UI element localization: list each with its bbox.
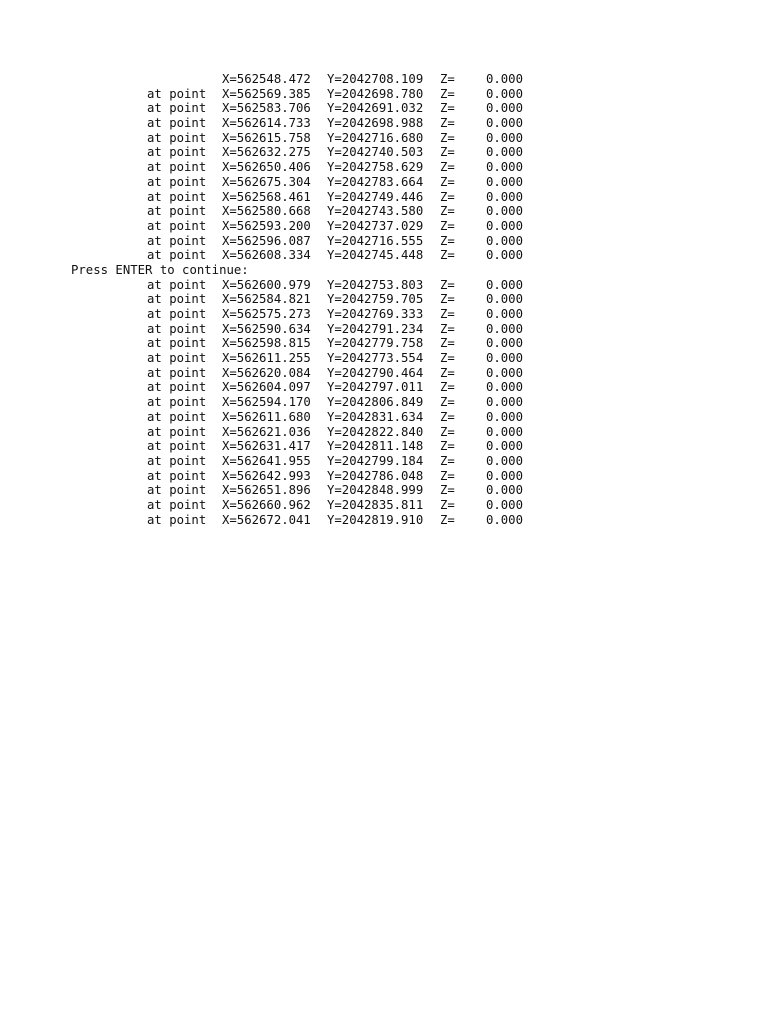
- y-coordinate: Y=2042759.705: [327, 292, 424, 307]
- z-label: Z=: [440, 160, 455, 175]
- at-point-label: at point: [147, 351, 207, 366]
- z-label: Z=: [440, 189, 455, 204]
- point-row: [71, 204, 523, 219]
- z-label: Z=: [440, 307, 455, 321]
- z-value: 0.000: [485, 277, 523, 292]
- console-output: [71, 72, 523, 527]
- x-coordinate: X=562568.461: [222, 189, 311, 204]
- prefix: [71, 336, 222, 351]
- y-coordinate: Y=2042698.988: [327, 116, 424, 131]
- x-coordinate: X=562672.041: [222, 512, 311, 527]
- at-point-label: at point: [147, 512, 207, 527]
- z-label: Z=: [440, 468, 455, 483]
- y-coordinate: Y=2042769.333: [327, 307, 424, 321]
- prefix: [71, 190, 222, 205]
- y-coordinate: Y=2042822.840: [327, 424, 424, 439]
- z-value: 0.000: [485, 174, 523, 189]
- at-point-label: at point: [147, 86, 207, 101]
- at-point-label: at point: [147, 277, 207, 292]
- point-row: [71, 131, 523, 146]
- z-label: Z=: [440, 204, 455, 219]
- continue-prompt: Press ENTER to continue:: [71, 262, 249, 277]
- x-coordinate: X=562583.706: [222, 101, 311, 116]
- z-value: 0.000: [485, 160, 523, 175]
- at-point-label: at point: [147, 130, 207, 145]
- point-row: [71, 248, 523, 263]
- x-coordinate: X=562569.385: [222, 86, 311, 101]
- point-row: [71, 219, 523, 234]
- at-point-label: at point: [147, 160, 207, 175]
- z-value: 0.000: [485, 116, 523, 131]
- point-row: [71, 454, 523, 469]
- y-coordinate: Y=2042819.910: [327, 512, 424, 527]
- x-coordinate: X=562631.417: [222, 439, 311, 454]
- point-row: [71, 101, 523, 116]
- y-coordinate: Y=2042737.029: [327, 218, 424, 233]
- z-value: 0.000: [485, 497, 523, 512]
- y-coordinate: Y=2042806.849: [327, 395, 424, 410]
- x-coordinate: X=562593.200: [222, 218, 311, 233]
- prefix: [71, 87, 222, 102]
- z-label: Z=: [440, 409, 455, 424]
- prefix: [71, 101, 222, 116]
- z-value: 0.000: [485, 512, 523, 527]
- z-value: 0.000: [485, 307, 523, 321]
- prefix: [71, 322, 222, 337]
- at-point-label: at point: [147, 189, 207, 204]
- x-coordinate: X=562600.979: [222, 277, 311, 292]
- point-row: [71, 278, 523, 293]
- x-coordinate: X=562641.955: [222, 453, 311, 468]
- prefix: [71, 219, 222, 234]
- prefix: [71, 204, 222, 219]
- z-value: 0.000: [485, 321, 523, 336]
- x-coordinate: X=562611.255: [222, 351, 311, 366]
- z-value: 0.000: [485, 218, 523, 233]
- x-coordinate: X=562615.758: [222, 130, 311, 145]
- y-coordinate: Y=2042790.464: [327, 365, 424, 380]
- y-coordinate: Y=2042743.580: [327, 204, 424, 219]
- z-label: Z=: [440, 453, 455, 468]
- at-point-label: at point: [147, 218, 207, 233]
- at-point-label: at point: [147, 395, 207, 410]
- z-value: 0.000: [485, 365, 523, 380]
- z-label: Z=: [440, 101, 455, 116]
- x-coordinate: X=562604.097: [222, 380, 311, 395]
- point-row: [71, 380, 523, 395]
- z-label: Z=: [440, 439, 455, 454]
- at-point-label: at point: [147, 292, 207, 307]
- y-coordinate: Y=2042797.011: [327, 380, 424, 395]
- x-coordinate: X=562598.815: [222, 336, 311, 351]
- prefix: [71, 234, 222, 249]
- prefix: [71, 248, 222, 263]
- z-label: Z=: [440, 395, 455, 410]
- z-value: 0.000: [485, 145, 523, 160]
- z-label: Z=: [440, 277, 455, 292]
- y-coordinate: Y=2042716.555: [327, 233, 424, 248]
- z-value: 0.000: [485, 351, 523, 366]
- x-coordinate: X=562575.273: [222, 307, 311, 321]
- z-label: Z=: [440, 116, 455, 131]
- prefix: [71, 116, 222, 131]
- x-coordinate: X=562590.634: [222, 321, 311, 336]
- x-coordinate: X=562651.896: [222, 483, 311, 498]
- at-point-label: at point: [147, 409, 207, 424]
- point-row: [71, 483, 523, 498]
- at-point-label: at point: [147, 483, 207, 498]
- prefix: [71, 160, 222, 175]
- z-label: Z=: [440, 380, 455, 395]
- at-point-label: at point: [147, 424, 207, 439]
- point-row: [71, 145, 523, 160]
- x-coordinate: X=562608.334: [222, 248, 311, 263]
- z-label: Z=: [440, 336, 455, 351]
- y-coordinate: Y=2042799.184: [327, 453, 424, 468]
- z-value: 0.000: [485, 453, 523, 468]
- z-value: 0.000: [485, 86, 523, 101]
- z-label: Z=: [440, 248, 455, 263]
- at-point-label: at point: [147, 468, 207, 483]
- z-value: 0.000: [485, 130, 523, 145]
- y-coordinate: Y=2042783.664: [327, 174, 424, 189]
- prefix: [71, 292, 222, 307]
- z-label: Z=: [440, 483, 455, 498]
- z-value: 0.000: [485, 72, 523, 86]
- point-row: [71, 513, 523, 528]
- z-label: Z=: [440, 424, 455, 439]
- z-value: 0.000: [485, 189, 523, 204]
- y-coordinate: Y=2042773.554: [327, 351, 424, 366]
- x-coordinate: X=562611.680: [222, 409, 311, 424]
- z-value: 0.000: [485, 292, 523, 307]
- y-coordinate: Y=2042708.109: [327, 72, 424, 86]
- point-row: [71, 87, 523, 102]
- prefix: [71, 278, 222, 293]
- x-coordinate: X=562594.170: [222, 395, 311, 410]
- at-point-label: at point: [147, 380, 207, 395]
- y-coordinate: Y=2042848.999: [327, 483, 424, 498]
- point-row: [71, 116, 523, 131]
- z-value: 0.000: [485, 483, 523, 498]
- point-row: [71, 234, 523, 249]
- x-coordinate: X=562584.821: [222, 292, 311, 307]
- point-row: [71, 366, 523, 381]
- x-coordinate: X=562675.304: [222, 174, 311, 189]
- y-coordinate: Y=2042749.446: [327, 189, 424, 204]
- at-point-label: at point: [147, 497, 207, 512]
- point-row: [71, 175, 523, 190]
- prefix: [71, 351, 222, 366]
- z-value: 0.000: [485, 204, 523, 219]
- prefix: [71, 483, 222, 498]
- x-coordinate: X=562650.406: [222, 160, 311, 175]
- point-row: [71, 410, 523, 425]
- y-coordinate: Y=2042835.811: [327, 497, 424, 512]
- point-row: [71, 72, 523, 87]
- point-row: [71, 190, 523, 205]
- x-coordinate: X=562621.036: [222, 424, 311, 439]
- point-row: [71, 292, 523, 307]
- point-row: [71, 425, 523, 440]
- at-point-label: at point: [147, 116, 207, 131]
- y-coordinate: Y=2042831.634: [327, 409, 424, 424]
- z-value: 0.000: [485, 409, 523, 424]
- z-value: 0.000: [485, 424, 523, 439]
- prefix: [71, 72, 222, 87]
- x-coordinate: X=562614.733: [222, 116, 311, 131]
- at-point-label: at point: [147, 101, 207, 116]
- point-row: [71, 439, 523, 454]
- point-row: [71, 160, 523, 175]
- z-label: Z=: [440, 497, 455, 512]
- prefix: [71, 498, 222, 513]
- at-point-label: at point: [147, 233, 207, 248]
- z-value: 0.000: [485, 336, 523, 351]
- point-row: [71, 469, 523, 484]
- y-coordinate: Y=2042691.032: [327, 101, 424, 116]
- prefix: [71, 425, 222, 440]
- prefix: [71, 395, 222, 410]
- x-coordinate: X=562548.472: [222, 72, 311, 86]
- prefix: [71, 131, 222, 146]
- point-row: [71, 498, 523, 513]
- at-point-label: at point: [147, 365, 207, 380]
- z-label: Z=: [440, 233, 455, 248]
- x-coordinate: X=562580.668: [222, 204, 311, 219]
- z-label: Z=: [440, 351, 455, 366]
- prefix: [71, 469, 222, 484]
- at-point-label: at point: [147, 336, 207, 351]
- prefix: [71, 439, 222, 454]
- z-label: Z=: [440, 365, 455, 380]
- point-row: [71, 351, 523, 366]
- prefix: [71, 145, 222, 160]
- prefix: [71, 454, 222, 469]
- z-value: 0.000: [485, 468, 523, 483]
- x-coordinate: X=562620.084: [222, 365, 311, 380]
- point-row: [71, 322, 523, 337]
- z-label: Z=: [440, 218, 455, 233]
- y-coordinate: Y=2042758.629: [327, 160, 424, 175]
- z-value: 0.000: [485, 380, 523, 395]
- x-coordinate: X=562596.087: [222, 233, 311, 248]
- z-label: Z=: [440, 145, 455, 160]
- z-label: Z=: [440, 512, 455, 527]
- z-label: Z=: [440, 321, 455, 336]
- x-coordinate: X=562632.275: [222, 145, 311, 160]
- at-point-label: at point: [147, 439, 207, 454]
- z-label: Z=: [440, 86, 455, 101]
- y-coordinate: Y=2042753.803: [327, 277, 424, 292]
- z-value: 0.000: [485, 395, 523, 410]
- at-point-label: at point: [147, 145, 207, 160]
- prefix: [71, 410, 222, 425]
- y-coordinate: Y=2042740.503: [327, 145, 424, 160]
- y-coordinate: Y=2042716.680: [327, 130, 424, 145]
- at-point-label: at point: [147, 307, 207, 321]
- z-label: Z=: [440, 174, 455, 189]
- point-row: [71, 307, 523, 322]
- at-point-label: at point: [147, 204, 207, 219]
- z-label: Z=: [440, 72, 455, 86]
- prefix: [71, 513, 222, 528]
- point-row: [71, 395, 523, 410]
- prefix: [71, 175, 222, 190]
- at-point-label: at point: [147, 453, 207, 468]
- z-value: 0.000: [485, 233, 523, 248]
- y-coordinate: Y=2042745.448: [327, 248, 424, 263]
- z-label: Z=: [440, 292, 455, 307]
- at-point-label: at point: [147, 321, 207, 336]
- y-coordinate: Y=2042786.048: [327, 468, 424, 483]
- at-point-label: at point: [147, 174, 207, 189]
- y-coordinate: Y=2042791.234: [327, 321, 424, 336]
- z-value: 0.000: [485, 248, 523, 263]
- z-label: Z=: [440, 130, 455, 145]
- x-coordinate: X=562660.962: [222, 497, 311, 512]
- prefix: [71, 366, 222, 381]
- at-point-label: at point: [147, 248, 207, 263]
- y-coordinate: Y=2042779.758: [327, 336, 424, 351]
- x-coordinate: X=562642.993: [222, 468, 311, 483]
- prefix: [71, 380, 222, 395]
- point-row: [71, 336, 523, 351]
- y-coordinate: Y=2042811.148: [327, 439, 424, 454]
- z-value: 0.000: [485, 101, 523, 116]
- y-coordinate: Y=2042698.780: [327, 86, 424, 101]
- prefix: [71, 307, 222, 322]
- z-value: 0.000: [485, 439, 523, 454]
